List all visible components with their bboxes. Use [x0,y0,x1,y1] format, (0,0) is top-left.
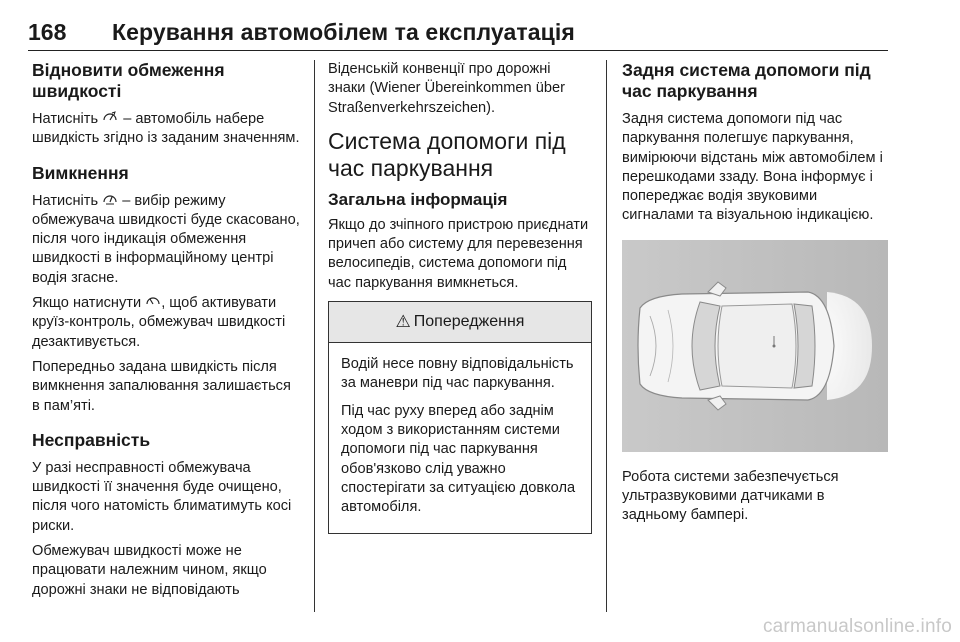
rear-parking-paragraph-2: Робота системи забезпечується ультразвуковими датчиками в задньому бампері. [622,468,839,524]
warning-title: Попередження [413,313,525,331]
general-info-paragraph: Якщо до зчіпного пристрою приєднати причеп або систему для перевезення велосипедів, система допомоги під час паркування вимкнеться. [328,216,589,291]
rear-parking-heading: Задня система допомоги під час паркування [622,60,871,101]
parking-assist-heading: Система допомоги під час паркування [328,127,566,181]
warning-paragraph-1: Водій несе повну відповідальність за маневри під час паркування. [341,356,574,392]
cruise-control-icon [146,294,160,313]
fault-heading: Несправність [32,429,151,450]
fault-paragraph-2: Обмежувач швидкості може не працювати належним чином, якщо дорожні знаки не відповідають [32,543,267,598]
warning-paragraph-2: Під час руху вперед або заднім ходом з використанням системи допомоги під час паркування обов'язково слід уважно спостерігати за ситуацією довкола автомобіля. [341,402,576,516]
warning-body [329,343,591,533]
speed-resume-icon [103,110,118,129]
column-divider-1 [314,60,315,612]
car-shape [638,282,834,410]
restore-heading: Відновити обмеження швидкості [32,60,225,101]
column-3 [622,60,888,532]
page-number: 168 [28,19,67,45]
warning-box [328,301,592,534]
warning-triangle-icon: ⚠ [395,312,411,333]
chapter-title: Керування автомобілем та експлуатація [112,19,575,45]
general-info-heading: Загальна інформація [328,189,508,209]
off-heading: Вимкнення [32,162,129,183]
warning-header [329,302,591,343]
rear-parking-paragraph-1: Задня система допомоги під час паркування полегшує паркування, вимірюючи відстань між автомобілем і перешкодами ззаду. Вона інформує і попереджає водія звуковими сигналами та візуальною індикацією. [622,111,883,224]
fault-paragraph-1: У разі несправності обмежувача швидкості її значення буде очищено, після чого натомість блиматимуть косі риски. [32,459,292,534]
speed-limiter-mode-icon [103,192,117,211]
continued-paragraph: Віденській конвенції про дорожні знаки (Wiener Übereinkommen über Straßenverkehrszeichen). [328,61,565,116]
page-header [28,20,888,51]
column-2 [328,60,590,534]
column-divider-2 [606,60,607,612]
car-top-view-svg [622,240,888,452]
off-paragraph-1: Натисніть – вибір режиму обмежувача швидкості буде скасовано, після чого індикація обмеження швидкості в інформаційному центрі водія згасне. [32,192,300,286]
car-sensor-illustration [622,240,888,452]
restore-paragraph: Натисніть – автомобіль набере швидкість згідно із заданим значенням. [32,111,300,147]
off-paragraph-3: Попередньо задана швидкість після вимкнення запалювання залишається в пам’яті. [32,358,291,414]
watermark-text: carmanualsonline.info [762,616,952,637]
off-paragraph-2: Якщо натиснути , щоб активувати круїз-контроль, обмежувач швидкості дезактивується. [32,295,286,350]
column-1 [32,60,302,606]
